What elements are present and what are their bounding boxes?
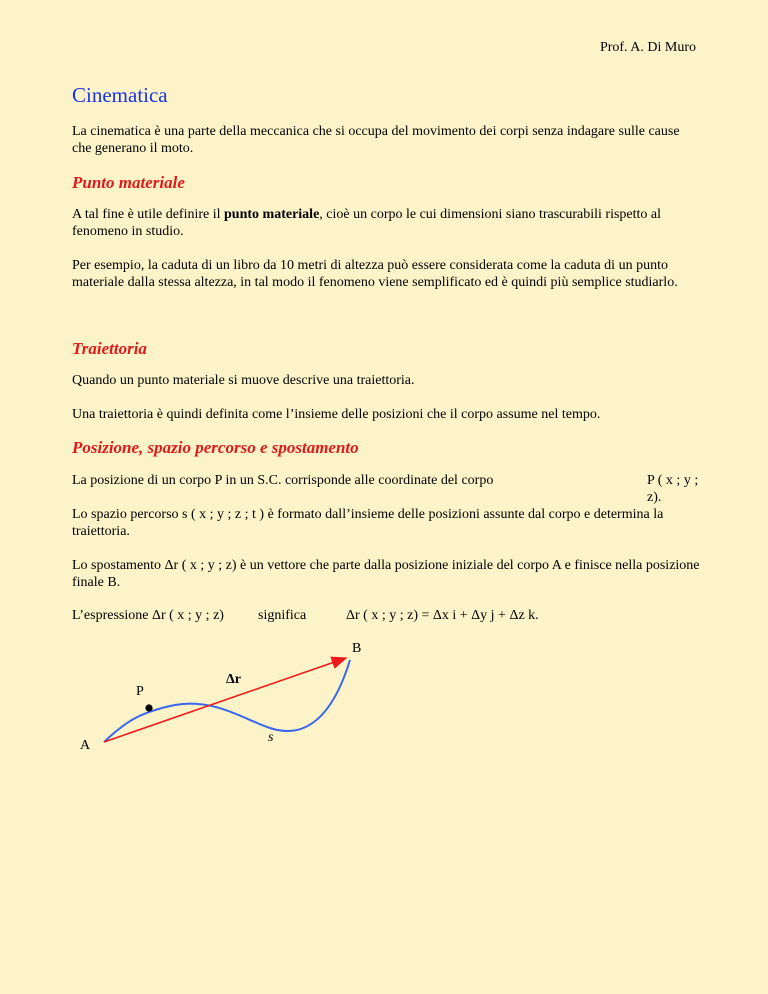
heading-posizione: Posizione, spazio percorso e spostamento <box>72 438 359 457</box>
label-delta-r: Δr <box>226 672 241 687</box>
page-title: Cinematica <box>72 83 168 107</box>
heading-punto-materiale: Punto materiale <box>72 173 185 192</box>
label-b: B <box>352 641 362 656</box>
displacement-vector <box>104 658 346 742</box>
definition-text-before: A tal fine è utile definire il <box>72 207 225 222</box>
formula-connector: significa <box>258 608 307 623</box>
definition-term: punto materiale <box>224 207 320 222</box>
point-p-marker <box>145 704 152 711</box>
traiettoria-paragraph-1: Quando un punto materiale si muove descrive una traiettoria. <box>72 373 415 388</box>
punto-materiale-example: Per esempio, la caduta di un libro da 10 metri di altezza può essere considerata come la caduta di un punto materiale dalla stessa altezza, in tal modo il fenomeno viene semplificato ed è quindi più semplice studiarlo. <box>72 258 678 290</box>
label-s: s <box>268 730 274 745</box>
label-a: A <box>80 738 91 753</box>
posizione-text: La posizione di un corpo P in un S.C. corrisponde alle coordinate del corpo <box>72 473 494 488</box>
spazio-percorso-paragraph: Lo spazio percorso s ( x ; y ; z ; t ) è formato dall’insieme delle posizioni assunte dal corpo e determina la traiettoria. <box>72 507 664 539</box>
formula-label: L’espressione Δr ( x ; y ; z) <box>72 608 224 623</box>
posizione-coordinates: P ( x ; y ; z). <box>647 473 699 505</box>
header-author: Prof. A. Di Muro <box>599 40 696 55</box>
traiettoria-paragraph-2: Una traiettoria è quindi definita come l’insieme delle posizioni che il corpo assume nel tempo. <box>72 407 601 422</box>
definition-text-after: , cioè un corpo le cui dimensioni siano trascurabili rispetto al fenomeno in studio. <box>72 207 662 239</box>
formula-expression: Δr ( x ; y ; z) = Δx i + Δy j + Δz k. <box>346 608 539 623</box>
intro-paragraph: La cinematica è una parte della meccanica che si occupa del movimento dei corpi senza indagare sulle cause che generano il moto. <box>72 124 680 156</box>
label-p: P <box>136 684 144 699</box>
spostamento-paragraph: Lo spostamento Δr ( x ; y ; z) è un vettore che parte dalla posizione iniziale del corpo A e finisce nella posizione finale B. <box>72 558 700 590</box>
heading-traiettoria: Traiettoria <box>72 339 147 358</box>
